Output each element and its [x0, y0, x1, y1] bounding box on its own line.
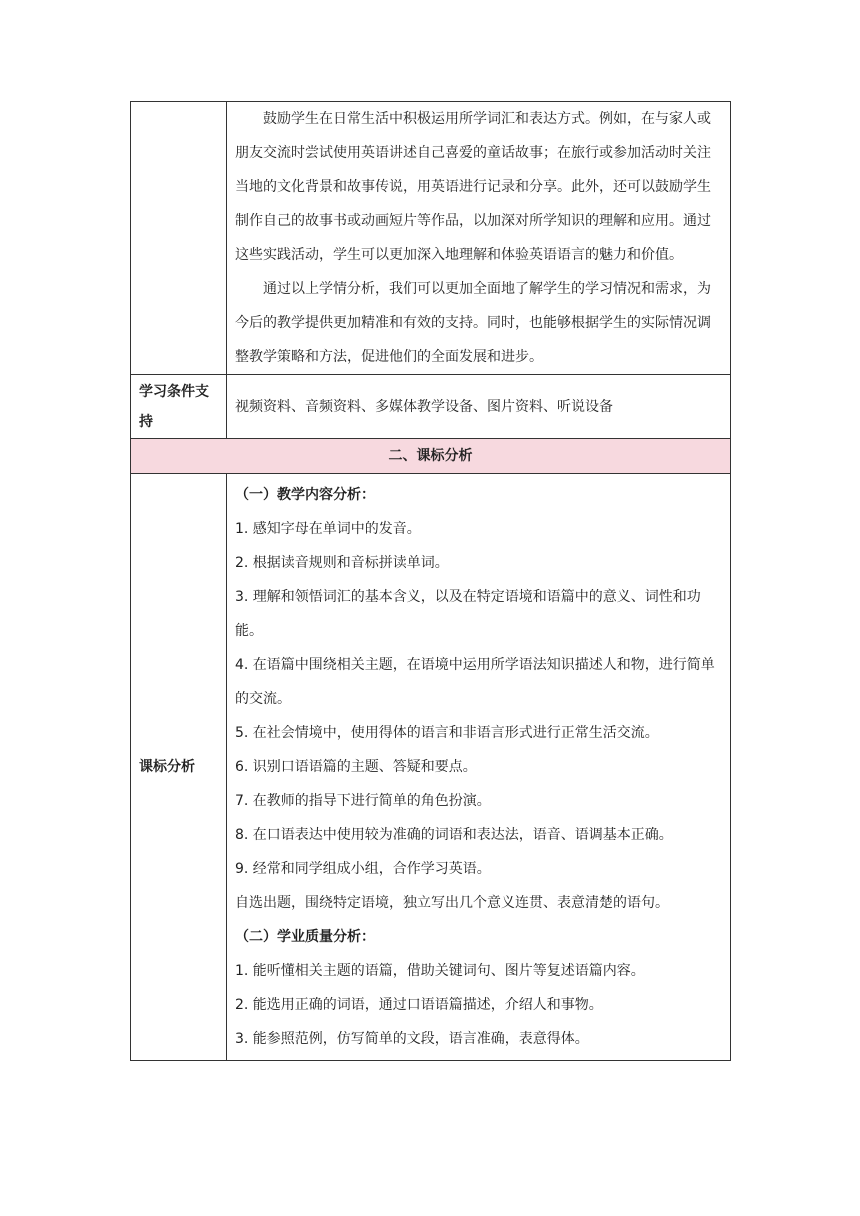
list-item: 5. 在社会情境中，使用得体的语言和非语言形式进行正常生活交流。	[235, 725, 659, 741]
subheading-teaching-content: （一）教学内容分析：	[235, 487, 375, 503]
list-item: 3. 能参照范例，仿写简单的文段，语言准确，表意得体。	[235, 1031, 589, 1047]
lesson-plan-table	[130, 101, 731, 1061]
table-row-curriculum-analysis	[131, 474, 731, 1061]
list-item: 7. 在教师的指导下进行简单的角色扮演。	[235, 793, 491, 809]
table-row-learning-conditions	[131, 375, 731, 439]
paragraph-summary: 通过以上学情分析，我们可以更加全面地了解学生的学习情况和需求，为今后的教学提供更加精准和有效的支持。同时，也能够根据学生的实际情况调整教学策略和方法，促进他们的全面发展和进步。	[235, 281, 711, 365]
paragraph-practice-activities: 鼓励学生在日常生活中积极运用所学词汇和表达方式。例如，在与家人或朋友交流时尝试使用英语讲述自己喜爱的童话故事；在旅行或参加活动时关注当地的文化背景和故事传说，用英语进行记录和分享。此外，还可以鼓励学生制作自己的故事书或动画短片等作品，以加深对所学知识的理解和应用。通过这些实践活动，学生可以更加深入地理解和体验英语语言的魅力和价值。	[235, 111, 711, 263]
list-item: 8. 在口语表达中使用较为准确的词语和表达法，语音、语调基本正确。	[235, 827, 673, 843]
row-label-curriculum-analysis: 课标分析	[131, 474, 227, 1061]
list-item: 1. 能听懂相关主题的语篇，借助关键词句、图片等复述语篇内容。	[235, 963, 645, 979]
row-label-learning-conditions: 学习条件支持	[131, 375, 227, 439]
list-item: 2. 根据读音规则和音标拼读单词。	[235, 555, 449, 571]
list-item: 2. 能选用正确的词语，通过口语语篇描述，介绍人和事物。	[235, 997, 603, 1013]
learning-conditions-content: 视频资料、音频资料、多媒体教学设备、图片资料、听说设备	[227, 375, 731, 439]
subheading-academic-quality: （二）学业质量分析：	[235, 929, 375, 945]
section-title-curriculum-analysis: 二、课标分析	[131, 439, 731, 474]
learning-analysis-content	[227, 102, 731, 375]
list-item: 6. 识别口语语篇的主题、答疑和要点。	[235, 759, 477, 775]
section-header-row	[131, 439, 731, 474]
list-item: 4. 在语篇中围绕相关主题，在语境中运用所学语法知识描述人和物，进行简单的交流。	[235, 657, 715, 707]
curriculum-analysis-content	[227, 474, 731, 1061]
list-item: 3. 理解和领悟词汇的基本含义，以及在特定语境和语篇中的意义、词性和功能。	[235, 589, 701, 639]
row-label-cell-empty	[131, 102, 227, 375]
list-item: 9. 经常和同学组成小组，合作学习英语。	[235, 861, 491, 877]
list-item: 自选出题，围绕特定语境，独立写出几个意义连贯、表意清楚的语句。	[235, 895, 669, 911]
table-row-learning-analysis-continued	[131, 102, 731, 375]
list-item: 1. 感知字母在单词中的发音。	[235, 521, 421, 537]
